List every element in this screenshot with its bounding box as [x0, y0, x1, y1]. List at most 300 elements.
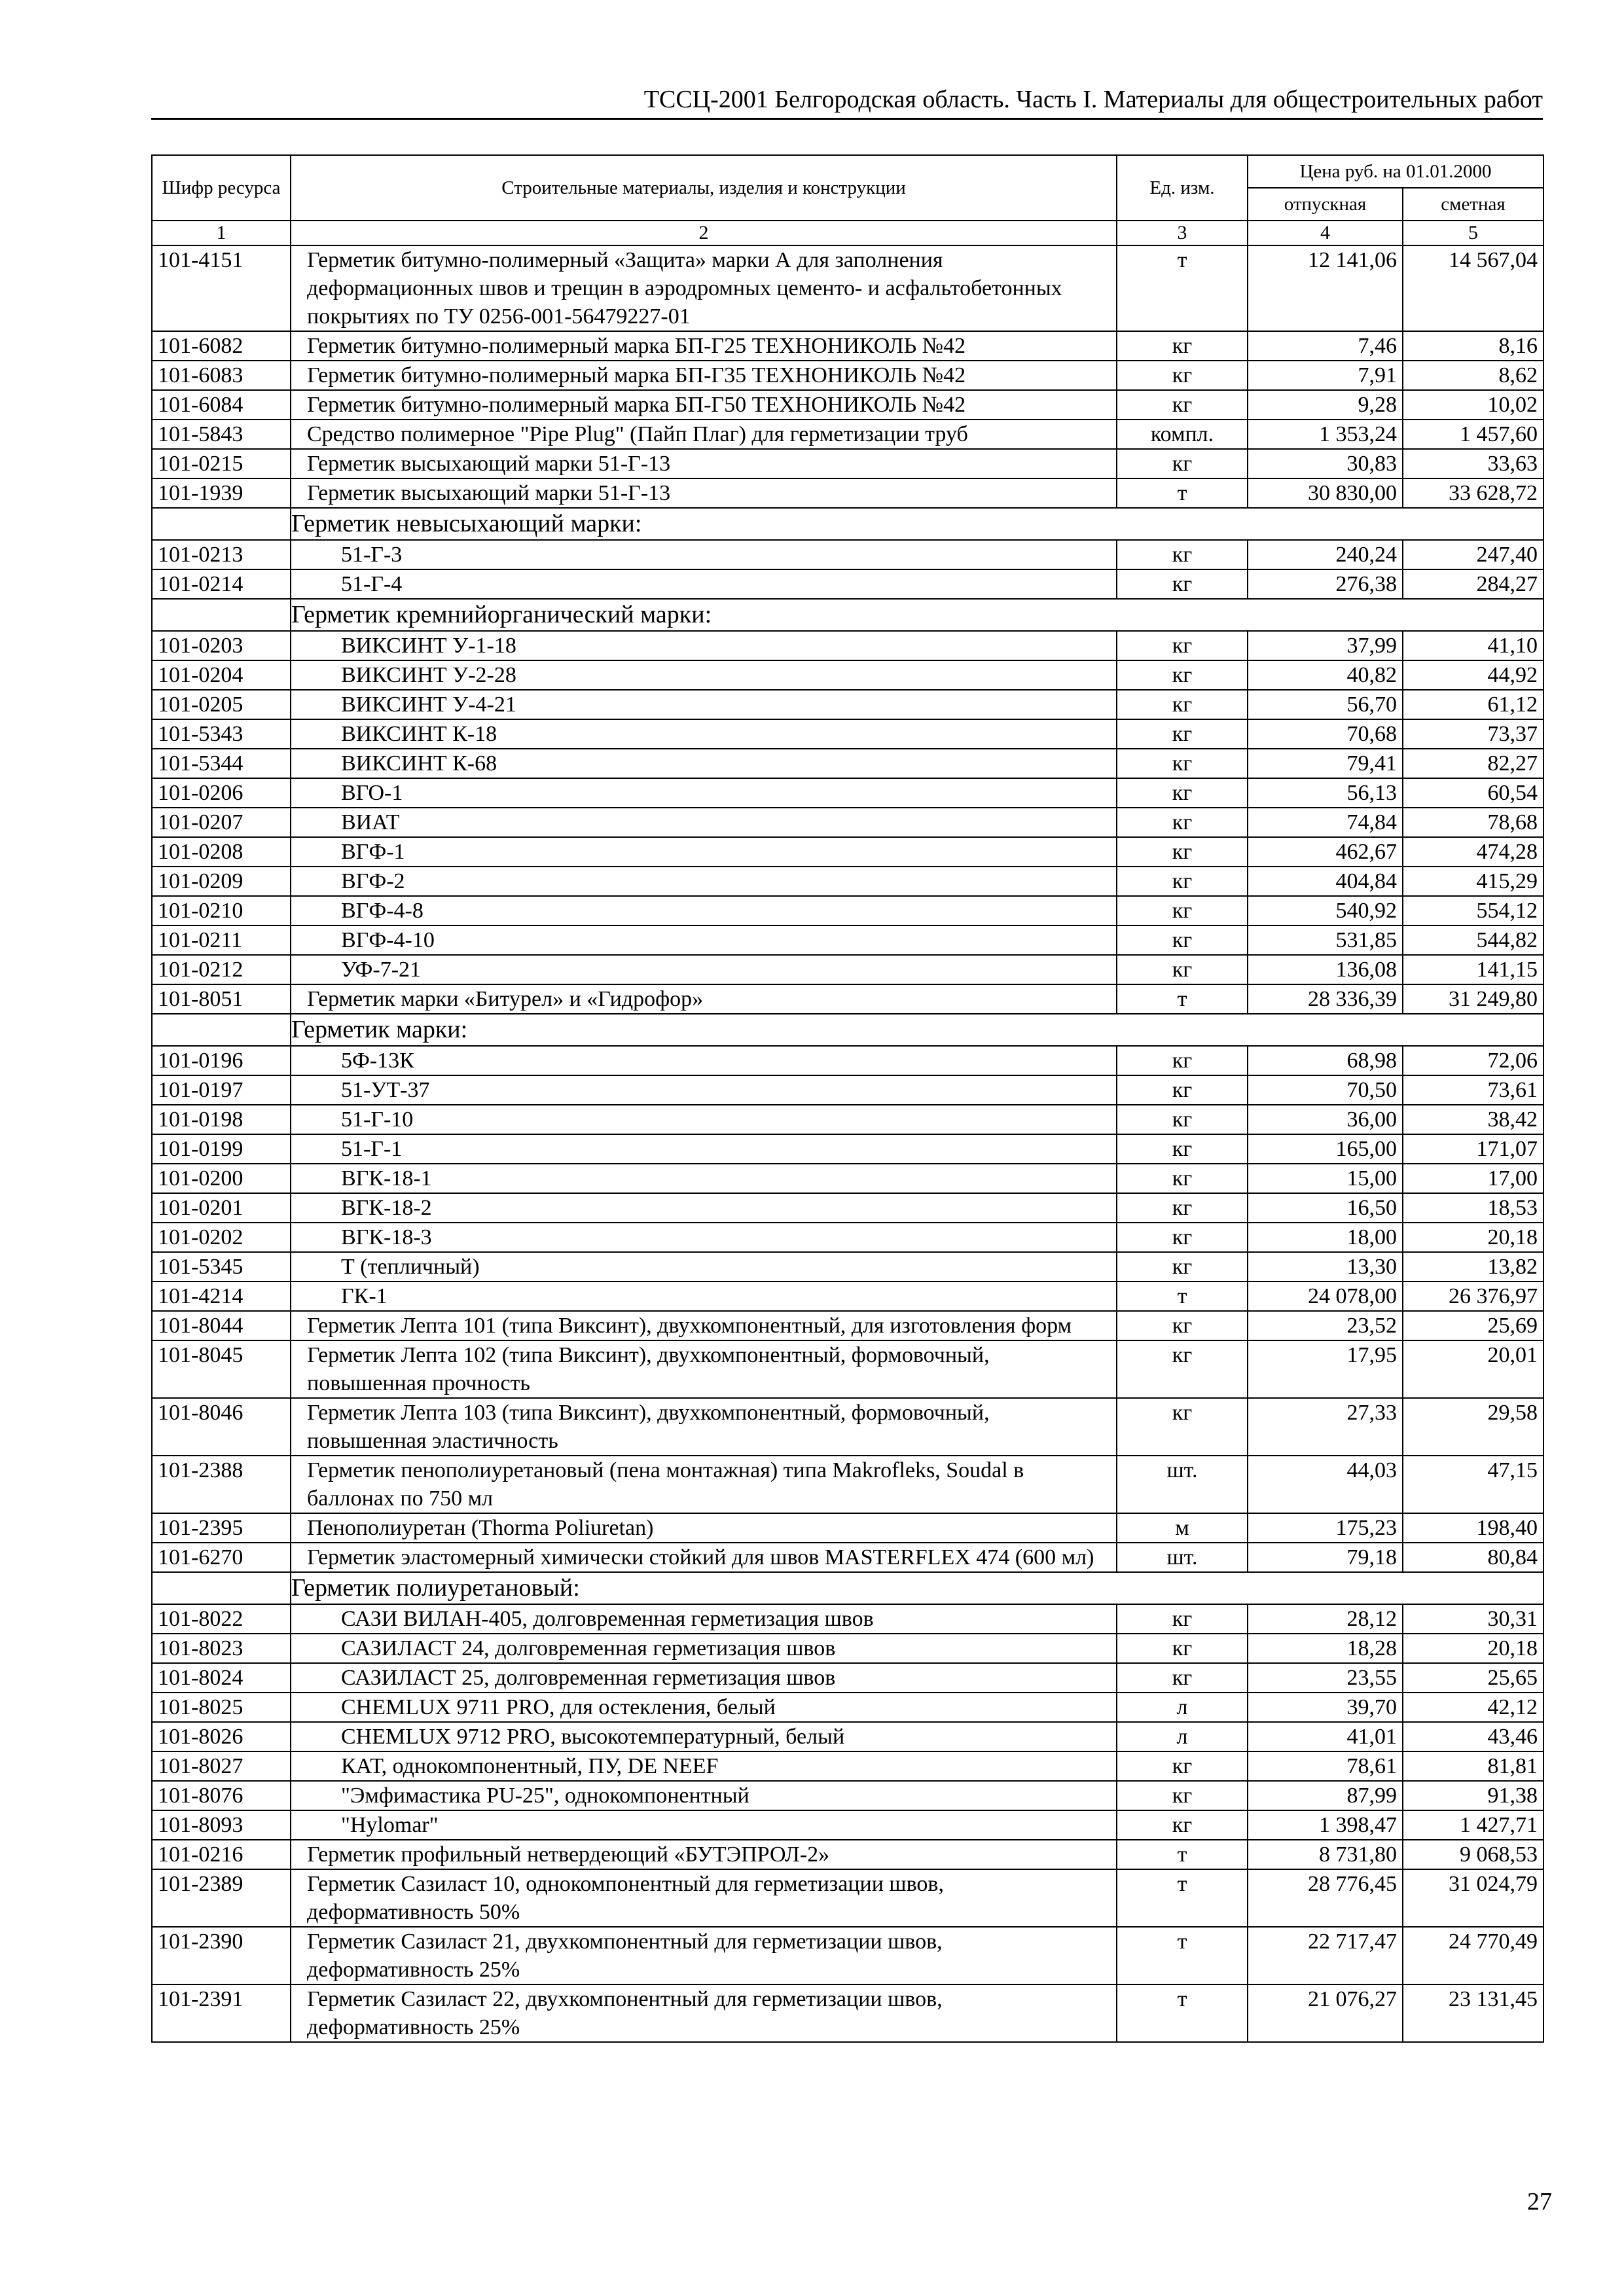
release-price: 9,28: [1248, 390, 1403, 420]
release-price: 30 830,00: [1248, 478, 1403, 508]
material-name: Герметик Лепта 101 (типа Виксинт), двухкомпонентный, для изготовления форм: [291, 1311, 1117, 1340]
unit-of-measure: т: [1117, 1984, 1248, 2042]
estimate-price: 198,40: [1403, 1513, 1543, 1543]
release-price: 240,24: [1248, 540, 1403, 569]
section-header-row: [152, 1572, 1543, 1604]
estimate-price: 474,28: [1403, 837, 1543, 867]
resource-code: 101-8022: [152, 1604, 291, 1634]
resource-code: 101-0197: [152, 1075, 291, 1105]
release-price: 36,00: [1248, 1105, 1403, 1134]
release-price: 28 776,45: [1248, 1869, 1403, 1927]
table-body: [152, 245, 1543, 2042]
release-price: 276,38: [1248, 569, 1403, 599]
unit-of-measure: т: [1117, 245, 1248, 331]
estimate-price: 1 427,71: [1403, 1810, 1543, 1840]
unit-of-measure: кг: [1117, 1398, 1248, 1456]
resource-code: 101-0204: [152, 660, 291, 690]
release-price: 28,12: [1248, 1604, 1403, 1634]
release-price: 41,01: [1248, 1722, 1403, 1751]
unit-of-measure: кг: [1117, 837, 1248, 867]
material-name: ВИКСИНТ К-18: [291, 719, 1117, 749]
unit-of-measure: компл.: [1117, 420, 1248, 449]
estimate-price: 554,12: [1403, 896, 1543, 925]
release-price: 56,13: [1248, 778, 1403, 808]
resource-code: 101-0213: [152, 540, 291, 569]
unit-of-measure: т: [1117, 1282, 1248, 1311]
material-name: Герметик битумно-полимерный марка БП-Г50 ТЕХНОНИКОЛЬ №42: [291, 390, 1117, 420]
estimate-price: 25,69: [1403, 1311, 1543, 1340]
unit-of-measure: кг: [1117, 631, 1248, 660]
resource-code: 101-8024: [152, 1663, 291, 1693]
table-row: [152, 1105, 1543, 1134]
column-number-row: [152, 221, 1543, 245]
resource-code: 101-0205: [152, 690, 291, 719]
page-header-title: ТССЦ-2001 Белгородская область. Часть I. Материалы для общестроительных работ: [643, 86, 1543, 113]
unit-of-measure: кг: [1117, 778, 1248, 808]
unit-of-measure: шт.: [1117, 1456, 1248, 1513]
estimate-price: 141,15: [1403, 955, 1543, 984]
column-number: 5: [1403, 221, 1543, 245]
resource-code: 101-5345: [152, 1252, 291, 1282]
resource-code: 101-4214: [152, 1282, 291, 1311]
header-name: Строительные материалы, изделия и конструкции: [291, 155, 1117, 221]
material-name: Герметик высыхающий марки 51-Г-13: [291, 478, 1117, 508]
estimate-price: 10,02: [1403, 390, 1543, 420]
estimate-price: 33,63: [1403, 449, 1543, 478]
table-row: [152, 390, 1543, 420]
unit-of-measure: шт.: [1117, 1543, 1248, 1572]
estimate-price: 78,68: [1403, 808, 1543, 837]
release-price: 8 731,80: [1248, 1840, 1403, 1869]
unit-of-measure: т: [1117, 1869, 1248, 1927]
resource-code: 101-0203: [152, 631, 291, 660]
table-row: [152, 1398, 1543, 1456]
release-price: 39,70: [1248, 1693, 1403, 1722]
section-header-row: [152, 508, 1543, 540]
table-row: [152, 1722, 1543, 1751]
resource-code: 101-8076: [152, 1781, 291, 1810]
resource-code: 101-2389: [152, 1869, 291, 1927]
table-row: [152, 1513, 1543, 1543]
resource-code: 101-2395: [152, 1513, 291, 1543]
estimate-price: 8,62: [1403, 361, 1543, 390]
table-row: [152, 984, 1543, 1014]
unit-of-measure: кг: [1117, 1134, 1248, 1164]
unit-of-measure: кг: [1117, 719, 1248, 749]
material-name: Герметик битумно-полимерный марка БП-Г35 ТЕХНОНИКОЛЬ №42: [291, 361, 1117, 390]
section-code-cell: [152, 1014, 291, 1046]
column-number: 3: [1117, 221, 1248, 245]
table-row: [152, 449, 1543, 478]
material-name: САЗИЛАСТ 24, долговременная герметизация швов: [291, 1634, 1117, 1663]
resource-code: 101-0207: [152, 808, 291, 837]
section-code-cell: [152, 599, 291, 631]
release-price: 462,67: [1248, 837, 1403, 867]
unit-of-measure: т: [1117, 1840, 1248, 1869]
price-table: [151, 154, 1544, 2043]
estimate-price: 47,15: [1403, 1456, 1543, 1513]
material-name: ВГК-18-3: [291, 1223, 1117, 1252]
header-code: Шифр ресурса: [152, 155, 291, 221]
resource-code: 101-5343: [152, 719, 291, 749]
section-title: Герметик марки:: [291, 1014, 1543, 1046]
table-row: [152, 1663, 1543, 1693]
estimate-price: 73,61: [1403, 1075, 1543, 1105]
unit-of-measure: кг: [1117, 1781, 1248, 1810]
unit-of-measure: т: [1117, 984, 1248, 1014]
resource-code: 101-6270: [152, 1543, 291, 1572]
estimate-price: 72,06: [1403, 1046, 1543, 1075]
material-name: Т (тепличный): [291, 1252, 1117, 1282]
resource-code: 101-8023: [152, 1634, 291, 1663]
resource-code: 101-8093: [152, 1810, 291, 1840]
release-price: 68,98: [1248, 1046, 1403, 1075]
estimate-price: 30,31: [1403, 1604, 1543, 1634]
section-header-row: [152, 1014, 1543, 1046]
unit-of-measure: кг: [1117, 1223, 1248, 1252]
unit-of-measure: кг: [1117, 449, 1248, 478]
table-row: [152, 1984, 1543, 2042]
material-name: Герметик пенополиуретановый (пена монтажная) типа Makroflеks, Soudal в баллонах по 750 мл: [291, 1456, 1117, 1513]
table-row: [152, 1164, 1543, 1193]
material-name: ВИАТ: [291, 808, 1117, 837]
section-code-cell: [152, 1572, 291, 1604]
unit-of-measure: кг: [1117, 331, 1248, 361]
unit-of-measure: кг: [1117, 1634, 1248, 1663]
resource-code: 101-0211: [152, 925, 291, 955]
release-price: 78,61: [1248, 1751, 1403, 1781]
material-name: Герметик марки «Битурел» и «Гидрофор»: [291, 984, 1117, 1014]
table-row: [152, 660, 1543, 690]
unit-of-measure: кг: [1117, 1810, 1248, 1840]
table-row: [152, 1693, 1543, 1722]
estimate-price: 14 567,04: [1403, 245, 1543, 331]
material-name: ВИКСИНТ У-2-28: [291, 660, 1117, 690]
release-price: 12 141,06: [1248, 245, 1403, 331]
estimate-price: 8,16: [1403, 331, 1543, 361]
table-row: [152, 631, 1543, 660]
estimate-price: 13,82: [1403, 1252, 1543, 1282]
estimate-price: 25,65: [1403, 1663, 1543, 1693]
release-price: 136,08: [1248, 955, 1403, 984]
resource-code: 101-8045: [152, 1340, 291, 1398]
estimate-price: 61,12: [1403, 690, 1543, 719]
header-divider: [151, 118, 1543, 120]
material-name: "Эмфимастика PU-25", однокомпонентный: [291, 1781, 1117, 1810]
estimate-price: 82,27: [1403, 749, 1543, 778]
estimate-price: 20,01: [1403, 1340, 1543, 1398]
table-row: [152, 1046, 1543, 1075]
material-name: 51-Г-4: [291, 569, 1117, 599]
material-name: Герметик Сазиласт 10, однокомпонентный для герметизации швов, деформативность 50%: [291, 1869, 1117, 1927]
estimate-price: 20,18: [1403, 1223, 1543, 1252]
table-row: [152, 1810, 1543, 1840]
table-row: [152, 569, 1543, 599]
material-name: CHEMLUX 9712 PRO, высокотемпературный, белый: [291, 1722, 1117, 1751]
material-name: "Hylomar": [291, 1810, 1117, 1840]
unit-of-measure: кг: [1117, 540, 1248, 569]
material-name: ВИКСИНТ У-4-21: [291, 690, 1117, 719]
table-row: [152, 925, 1543, 955]
unit-of-measure: кг: [1117, 749, 1248, 778]
release-price: 30,83: [1248, 449, 1403, 478]
release-price: 1 353,24: [1248, 420, 1403, 449]
release-price: 7,91: [1248, 361, 1403, 390]
estimate-price: 24 770,49: [1403, 1927, 1543, 1984]
release-price: 18,00: [1248, 1223, 1403, 1252]
unit-of-measure: кг: [1117, 1252, 1248, 1282]
unit-of-measure: т: [1117, 1927, 1248, 1984]
estimate-price: 1 457,60: [1403, 420, 1543, 449]
resource-code: 101-0196: [152, 1046, 291, 1075]
header-release-price: отпускная: [1248, 188, 1403, 221]
material-name: 51-Г-3: [291, 540, 1117, 569]
release-price: 87,99: [1248, 1781, 1403, 1810]
release-price: 22 717,47: [1248, 1927, 1403, 1984]
release-price: 28 336,39: [1248, 984, 1403, 1014]
material-name: САЗИ ВИЛАН-405, долговременная герметизация швов: [291, 1604, 1117, 1634]
table-row: [152, 1223, 1543, 1252]
material-name: УФ-7-21: [291, 955, 1117, 984]
table-row: [152, 1134, 1543, 1164]
table-row: [152, 778, 1543, 808]
table-row: [152, 361, 1543, 390]
page-number: 27: [1527, 2188, 1552, 2215]
resource-code: 101-8051: [152, 984, 291, 1014]
section-title: Герметик полиуретановый:: [291, 1572, 1543, 1604]
resource-code: 101-8046: [152, 1398, 291, 1456]
material-name: Пенополиуретан (Thorma Poliuretan): [291, 1513, 1117, 1543]
estimate-price: 91,38: [1403, 1781, 1543, 1810]
release-price: 23,55: [1248, 1663, 1403, 1693]
material-name: Герметик профильный нетвердеющий «БУТЭПРОЛ-2»: [291, 1840, 1117, 1869]
resource-code: 101-5843: [152, 420, 291, 449]
resource-code: 101-6083: [152, 361, 291, 390]
unit-of-measure: кг: [1117, 660, 1248, 690]
unit-of-measure: кг: [1117, 1340, 1248, 1398]
header-price-group: Цена руб. на 01.01.2000: [1248, 155, 1543, 188]
unit-of-measure: кг: [1117, 1751, 1248, 1781]
unit-of-measure: т: [1117, 478, 1248, 508]
estimate-price: 80,84: [1403, 1543, 1543, 1572]
material-name: ВГК-18-2: [291, 1193, 1117, 1223]
release-price: 16,50: [1248, 1193, 1403, 1223]
table-row: [152, 420, 1543, 449]
unit-of-measure: кг: [1117, 1311, 1248, 1340]
resource-code: 101-2391: [152, 1984, 291, 2042]
unit-of-measure: л: [1117, 1693, 1248, 1722]
resource-code: 101-0209: [152, 867, 291, 896]
table-row: [152, 1282, 1543, 1311]
unit-of-measure: кг: [1117, 955, 1248, 984]
material-name: КАТ, однокомпонентный, ПУ, DE NEEF: [291, 1751, 1117, 1781]
resource-code: 101-0208: [152, 837, 291, 867]
release-price: 21 076,27: [1248, 1984, 1403, 2042]
unit-of-measure: кг: [1117, 1105, 1248, 1134]
table-row: [152, 540, 1543, 569]
estimate-price: 18,53: [1403, 1193, 1543, 1223]
estimate-price: 33 628,72: [1403, 478, 1543, 508]
resource-code: 101-0200: [152, 1164, 291, 1193]
table-row: [152, 1840, 1543, 1869]
estimate-price: 73,37: [1403, 719, 1543, 749]
resource-code: 101-0212: [152, 955, 291, 984]
unit-of-measure: кг: [1117, 867, 1248, 896]
table-row: [152, 1634, 1543, 1663]
estimate-price: 31 024,79: [1403, 1869, 1543, 1927]
table-row: [152, 1311, 1543, 1340]
release-price: 40,82: [1248, 660, 1403, 690]
resource-code: 101-2390: [152, 1927, 291, 1984]
estimate-price: 171,07: [1403, 1134, 1543, 1164]
release-price: 7,46: [1248, 331, 1403, 361]
table-row: [152, 331, 1543, 361]
release-price: 13,30: [1248, 1252, 1403, 1282]
unit-of-measure: кг: [1117, 1046, 1248, 1075]
table-row: [152, 719, 1543, 749]
resource-code: 101-0210: [152, 896, 291, 925]
table-row: [152, 1340, 1543, 1398]
estimate-price: 544,82: [1403, 925, 1543, 955]
release-price: 404,84: [1248, 867, 1403, 896]
estimate-price: 60,54: [1403, 778, 1543, 808]
release-price: 79,18: [1248, 1543, 1403, 1572]
estimate-price: 31 249,80: [1403, 984, 1543, 1014]
estimate-price: 43,46: [1403, 1722, 1543, 1751]
estimate-price: 415,29: [1403, 867, 1543, 896]
estimate-price: 9 068,53: [1403, 1840, 1543, 1869]
table-row: [152, 1252, 1543, 1282]
table-row: [152, 1781, 1543, 1810]
estimate-price: 20,18: [1403, 1634, 1543, 1663]
column-number: 2: [291, 221, 1117, 245]
release-price: 18,28: [1248, 1634, 1403, 1663]
release-price: 44,03: [1248, 1456, 1403, 1513]
table-row: [152, 1075, 1543, 1105]
release-price: 165,00: [1248, 1134, 1403, 1164]
estimate-price: 42,12: [1403, 1693, 1543, 1722]
material-name: Герметик битумно-полимерный марка БП-Г25 ТЕХНОНИКОЛЬ №42: [291, 331, 1117, 361]
table-row: [152, 1543, 1543, 1572]
material-name: 51-Г-10: [291, 1105, 1117, 1134]
table-row: [152, 896, 1543, 925]
unit-of-measure: кг: [1117, 1193, 1248, 1223]
material-name: ВГФ-4-10: [291, 925, 1117, 955]
material-name: ВГК-18-1: [291, 1164, 1117, 1193]
material-name: Герметик Лепта 103 (типа Виксинт), двухкомпонентный, формовочный, повышенная эластичность: [291, 1398, 1117, 1456]
material-name: Герметик Сазиласт 21, двухкомпонентный для герметизации швов, деформативность 25%: [291, 1927, 1117, 1984]
resource-code: 101-0214: [152, 569, 291, 599]
header-estimate-price: сметная: [1403, 188, 1543, 221]
estimate-price: 29,58: [1403, 1398, 1543, 1456]
resource-code: 101-6084: [152, 390, 291, 420]
unit-of-measure: кг: [1117, 361, 1248, 390]
section-header-row: [152, 599, 1543, 631]
resource-code: 101-0198: [152, 1105, 291, 1134]
material-name: ВГФ-1: [291, 837, 1117, 867]
resource-code: 101-6082: [152, 331, 291, 361]
table-row: [152, 749, 1543, 778]
section-code-cell: [152, 508, 291, 540]
table-row: [152, 245, 1543, 331]
table-row: [152, 1927, 1543, 1984]
unit-of-measure: кг: [1117, 390, 1248, 420]
material-name: ВГО-1: [291, 778, 1117, 808]
material-name: 51-УТ-37: [291, 1075, 1117, 1105]
unit-of-measure: м: [1117, 1513, 1248, 1543]
table-row: [152, 1751, 1543, 1781]
estimate-price: 38,42: [1403, 1105, 1543, 1134]
unit-of-measure: кг: [1117, 1164, 1248, 1193]
resource-code: 101-4151: [152, 245, 291, 331]
unit-of-measure: кг: [1117, 569, 1248, 599]
column-number: 4: [1248, 221, 1403, 245]
table-row: [152, 1604, 1543, 1634]
material-name: ВГФ-4-8: [291, 896, 1117, 925]
resource-code: 101-5344: [152, 749, 291, 778]
release-price: 23,52: [1248, 1311, 1403, 1340]
estimate-price: 284,27: [1403, 569, 1543, 599]
material-name: Герметик Сазиласт 22, двухкомпонентный для герметизации швов, деформативность 25%: [291, 1984, 1117, 2042]
release-price: 1 398,47: [1248, 1810, 1403, 1840]
material-name: ГК-1: [291, 1282, 1117, 1311]
release-price: 540,92: [1248, 896, 1403, 925]
resource-code: 101-8025: [152, 1693, 291, 1722]
material-name: Герметик высыхающий марки 51-Г-13: [291, 449, 1117, 478]
estimate-price: 17,00: [1403, 1164, 1543, 1193]
release-price: 531,85: [1248, 925, 1403, 955]
table-row: [152, 1456, 1543, 1513]
material-name: Герметик эластомерный химически стойкий для швов MASTERFLEX 474 (600 мл): [291, 1543, 1117, 1572]
section-title: Герметик невысыхающий марки:: [291, 508, 1543, 540]
material-name: САЗИЛАСТ 25, долговременная герметизация швов: [291, 1663, 1117, 1693]
unit-of-measure: л: [1117, 1722, 1248, 1751]
resource-code: 101-2388: [152, 1456, 291, 1513]
table-row: [152, 808, 1543, 837]
table-row: [152, 1193, 1543, 1223]
material-name: ВИКСИНТ К-68: [291, 749, 1117, 778]
resource-code: 101-8044: [152, 1311, 291, 1340]
resource-code: 101-0201: [152, 1193, 291, 1223]
material-name: 51-Г-1: [291, 1134, 1117, 1164]
release-price: 27,33: [1248, 1398, 1403, 1456]
estimate-price: 23 131,45: [1403, 1984, 1543, 2042]
estimate-price: 44,92: [1403, 660, 1543, 690]
material-name: ВГФ-2: [291, 867, 1117, 896]
resource-code: 101-8026: [152, 1722, 291, 1751]
estimate-price: 41,10: [1403, 631, 1543, 660]
table-row: [152, 690, 1543, 719]
table-row: [152, 955, 1543, 984]
estimate-price: 26 376,97: [1403, 1282, 1543, 1311]
resource-code: 101-1939: [152, 478, 291, 508]
release-price: 17,95: [1248, 1340, 1403, 1398]
table-row: [152, 837, 1543, 867]
resource-code: 101-0216: [152, 1840, 291, 1869]
material-name: Герметик битумно-полимерный «Защита» марки А для заполнения деформационных швов и трещин в аэродромных цементо- и асфальтобетонных покрытиях по ТУ 0256-001-56479227-01: [291, 245, 1117, 331]
section-title: Герметик кремнийорганический марки:: [291, 599, 1543, 631]
release-price: 70,50: [1248, 1075, 1403, 1105]
material-name: Средство полимерное "Pipe Plug" (Пайп Плаг) для герметизации труб: [291, 420, 1117, 449]
release-price: 15,00: [1248, 1164, 1403, 1193]
resource-code: 101-8027: [152, 1751, 291, 1781]
release-price: 24 078,00: [1248, 1282, 1403, 1311]
resource-code: 101-0215: [152, 449, 291, 478]
unit-of-measure: кг: [1117, 1663, 1248, 1693]
release-price: 37,99: [1248, 631, 1403, 660]
table-row: [152, 1869, 1543, 1927]
table-row: [152, 867, 1543, 896]
